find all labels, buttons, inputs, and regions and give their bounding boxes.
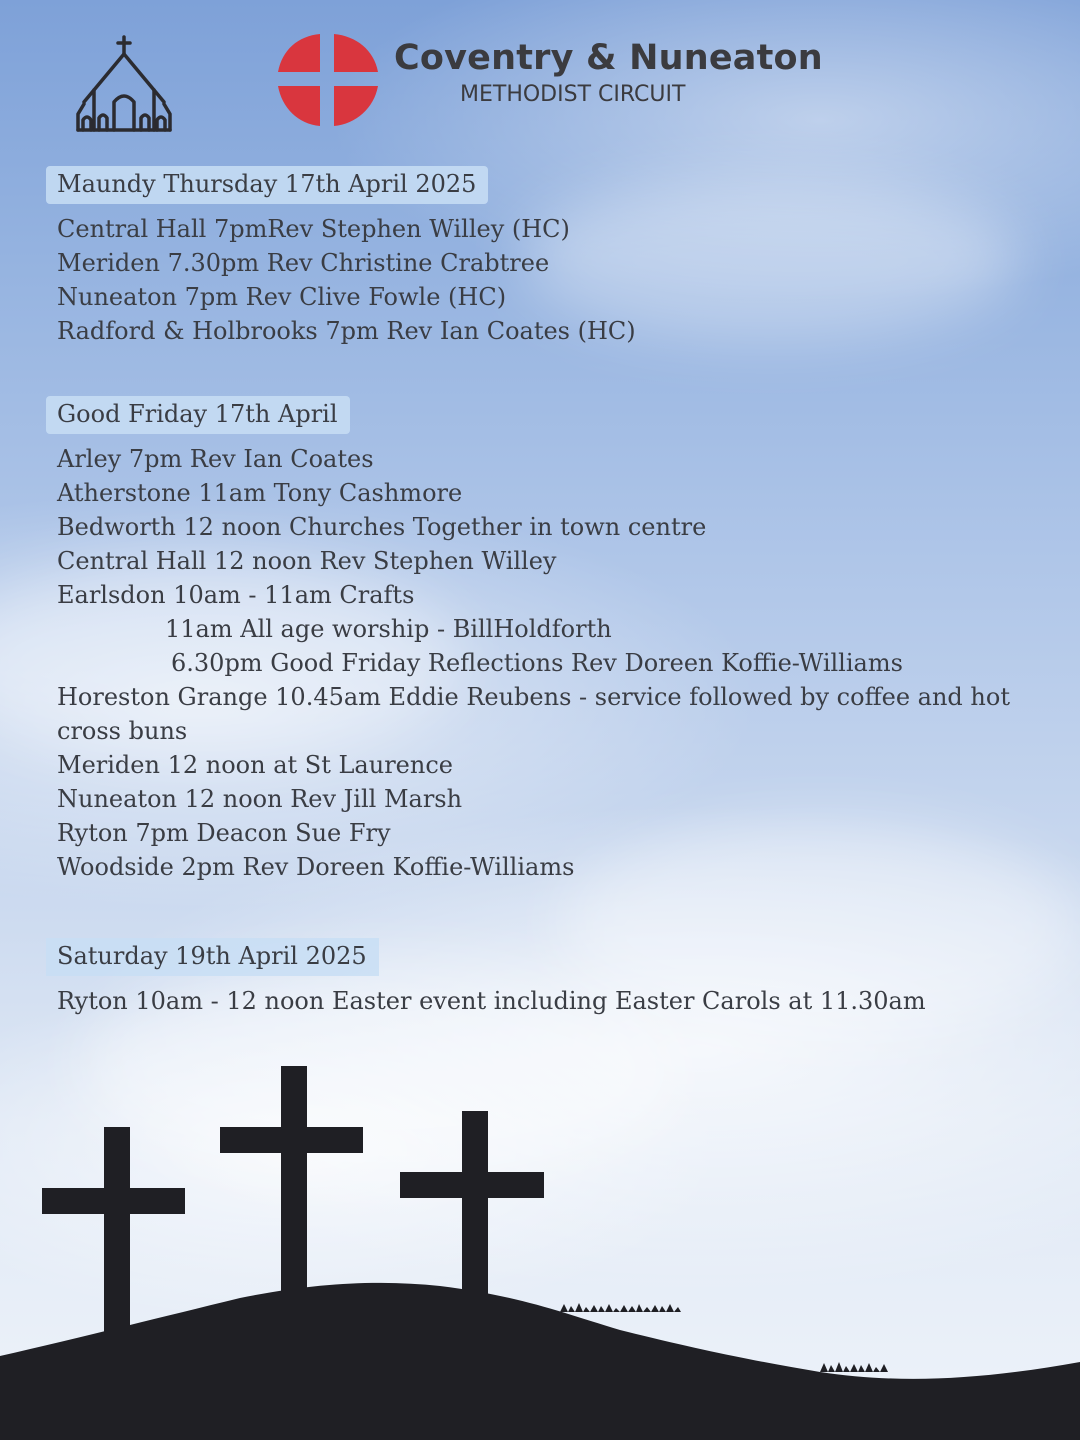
service-line: 6.30pm Good Friday Reflections Rev Doreen Koffie-Williams	[171, 649, 903, 677]
service-line: Woodside 2pm Rev Doreen Koffie-Williams	[57, 853, 575, 881]
logo-subtitle: METHODIST CIRCUIT	[460, 82, 686, 107]
section-saturday	[46, 938, 1046, 1018]
section-good-friday	[46, 396, 1046, 884]
service-line: Bedworth 12 noon Churches Together in town centre	[57, 513, 707, 541]
methodist-logo-icon	[276, 32, 380, 128]
cross-icon	[104, 1127, 130, 1367]
section-heading: Saturday 19th April 2025	[46, 938, 379, 976]
service-line: Ryton 7pm Deacon Sue Fry	[57, 819, 391, 847]
service-line: Earlsdon 10am - 11am Crafts	[57, 581, 415, 609]
logo-title: Coventry & Nuneaton	[394, 38, 823, 78]
three-crosses-silhouette	[0, 1050, 1080, 1440]
service-line: Central Hall 12 noon Rev Stephen Willey	[57, 547, 557, 575]
service-line: Ryton 10am - 12 noon Easter event including Easter Carols at 11.30am	[57, 987, 926, 1015]
church-icon	[74, 34, 174, 134]
service-list	[46, 984, 1046, 1018]
service-line: Central Hall 7pmRev Stephen Willey (HC)	[57, 215, 570, 243]
service-line: Nuneaton 7pm Rev Clive Fowle (HC)	[57, 283, 507, 311]
service-line: Meriden 12 noon at St Laurence	[57, 751, 453, 779]
hill-icon	[0, 1283, 1080, 1440]
cross-icon	[281, 1066, 307, 1306]
section-heading: Good Friday 17th April	[46, 396, 350, 434]
section-heading: Maundy Thursday 17th April 2025	[46, 166, 488, 204]
cross-icon	[462, 1111, 488, 1351]
service-line: Radford & Holbrooks 7pm Rev Ian Coates (HC)	[57, 317, 636, 345]
service-list	[46, 442, 1046, 884]
service-line: Arley 7pm Rev Ian Coates	[57, 445, 374, 473]
service-line: Nuneaton 12 noon Rev Jill Marsh	[57, 785, 463, 813]
service-list	[46, 212, 1046, 348]
service-line: 11am All age worship - BillHoldforth	[165, 615, 612, 643]
service-line: Meriden 7.30pm Rev Christine Crabtree	[57, 249, 550, 277]
service-line: Horeston Grange 10.45am Eddie Reubens - service followed by coffee and hot cross buns	[57, 683, 1010, 745]
service-line: Atherstone 11am Tony Cashmore	[57, 479, 463, 507]
section-maundy-thursday	[46, 166, 1046, 348]
